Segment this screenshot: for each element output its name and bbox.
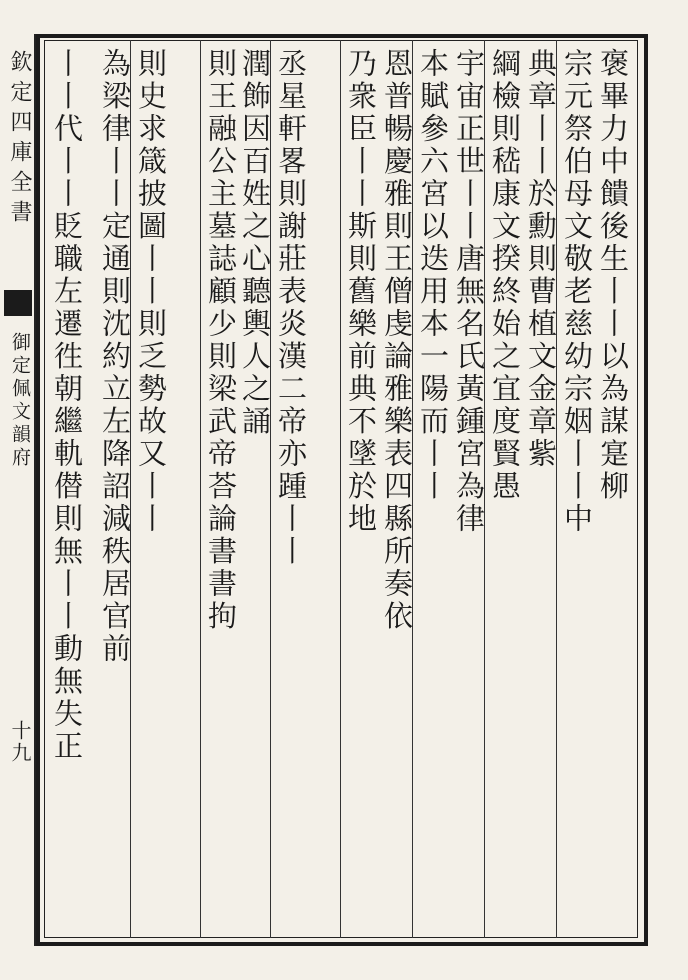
- text-column: 潤飾因百姓之心聽輿人之誦: [238, 48, 272, 438]
- column-rule: [340, 40, 341, 938]
- text-column: 本賦參六宮以迭用本一陽而丨丨: [416, 48, 450, 503]
- text-column: 褒畢力中饋後生丨丨以為謀寔柳: [596, 48, 630, 503]
- edge-title: 欽定四庫全書: [7, 50, 32, 230]
- text-column: 宇宙正世丨丨唐無名氏黃鍾宮為律: [452, 48, 486, 536]
- text-column: 典章丨丨於勳則曹植文金章紫: [524, 48, 558, 471]
- text-column: 為梁律丨丨定通則沈約立左降詔減秩居官前: [98, 48, 132, 666]
- fishtail-mark: [4, 290, 32, 316]
- text-column: 則史求箴披圖丨丨則乏勢故又丨丨: [134, 48, 168, 536]
- text-column: 乃衆臣丨丨斯則舊樂前典不墜於地: [344, 48, 378, 536]
- text-column: 恩普暢慶雅則王僧虔論雅樂表四縣所奏依: [380, 48, 414, 633]
- text-column: 則王融公主墓誌顧少則梁武帝荅論書書拘: [204, 48, 238, 633]
- edge-book-title: 御定佩文韻府: [9, 332, 31, 470]
- text-column: 丞星軒畧則謝莊表炎漢二帝亦踵丨丨: [274, 48, 308, 568]
- text-column: 宗元祭伯母文敬老慈幼宗姻丨丨中: [560, 48, 594, 536]
- text-column: 綱檢則嵇康文揆終始之宜度賢愚: [488, 48, 522, 503]
- text-column: 丨丨代丨丨貶職左遷徃朝繼軌僣則無丨丨動無失正: [50, 48, 84, 763]
- edge-page-number: 十九: [8, 720, 32, 764]
- column-rule: [200, 40, 201, 938]
